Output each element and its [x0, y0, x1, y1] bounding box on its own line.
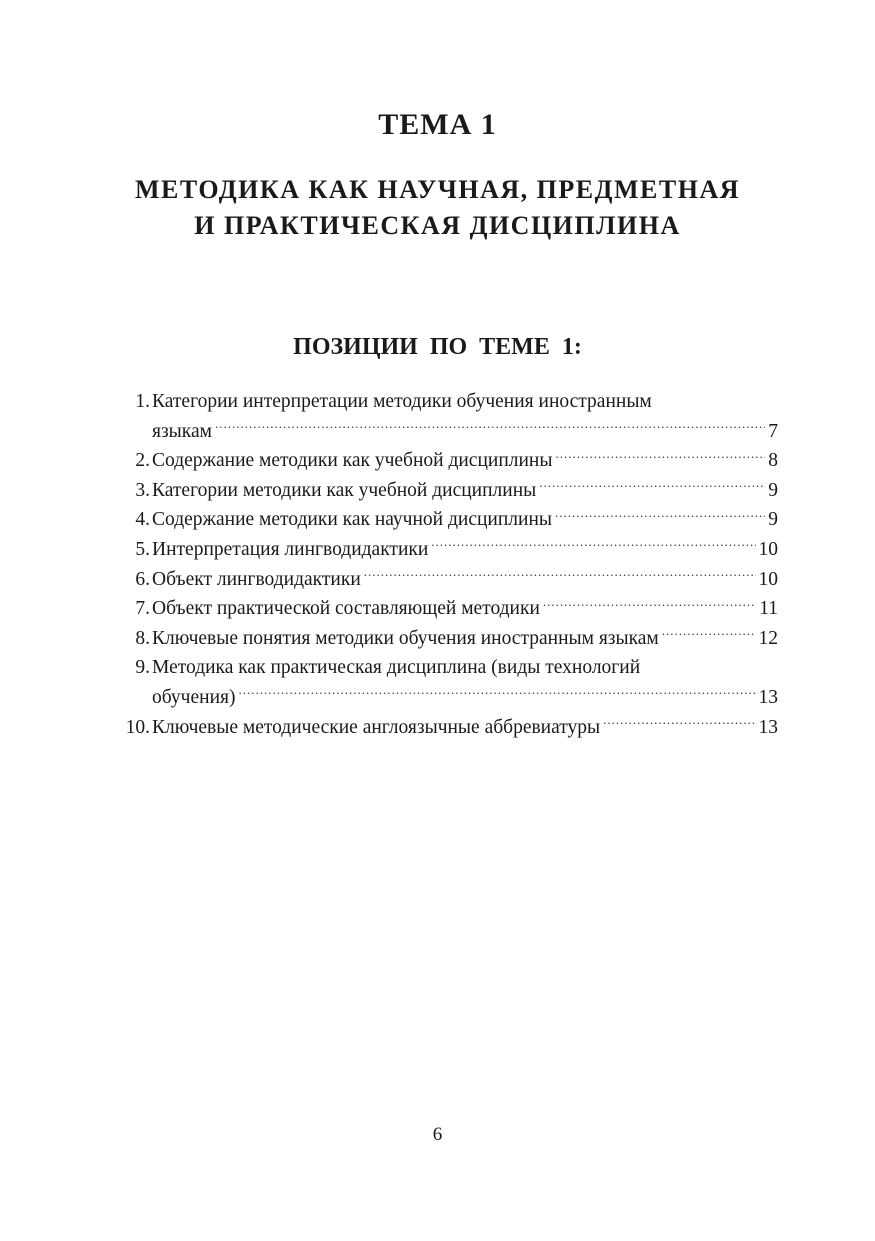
toc-item-body: [152, 535, 778, 565]
toc-item-page: 10: [758, 568, 778, 590]
dot-leader: [364, 565, 756, 585]
toc-item-body: [152, 387, 778, 446]
toc-item-number: 6.: [135, 568, 150, 590]
toc-item-number: 8.: [135, 627, 150, 649]
dot-leader: [662, 624, 756, 644]
toc-item-body: [152, 476, 778, 506]
topic-title: [0, 172, 875, 244]
toc-item-number: 5.: [135, 538, 150, 560]
toc-item-line: [152, 594, 778, 624]
topic-title-line-1: МЕТОДИКА КАК НАУЧНАЯ, ПРЕДМЕТНАЯ: [134, 175, 741, 204]
toc-item-text: Категории методики как учебной дисциплины: [152, 479, 537, 501]
toc-item-number: 10.: [125, 716, 150, 738]
toc-item-line: [152, 653, 778, 683]
toc-item-text: Содержание методики как учебной дисциплины: [152, 450, 553, 472]
toc-item-body: [152, 565, 778, 595]
toc-item-number: 1.: [135, 391, 150, 412]
toc-item-page: 13: [758, 686, 778, 708]
toc-item[interactable]: [116, 594, 778, 624]
page-number: 6: [432, 1124, 443, 1145]
toc-item-number: 7.: [135, 598, 150, 620]
toc-item-text: Содержание методики как научной дисциплины: [152, 509, 552, 531]
toc-item-page: 9: [768, 509, 778, 531]
toc-item-line: [152, 713, 778, 743]
toc-item-line: [152, 505, 778, 535]
topic-label: ТЕМА 1: [378, 108, 497, 141]
toc-item-page: 13: [758, 716, 778, 738]
toc-item-line: [152, 417, 778, 447]
toc-item-text: Объект практической составляющей методики: [152, 598, 540, 620]
toc-item[interactable]: [116, 653, 778, 712]
toc-item-number: 2.: [135, 450, 150, 472]
toc-item[interactable]: [116, 505, 778, 535]
toc-item-number: 3.: [135, 479, 150, 501]
toc-item-body: [152, 594, 778, 624]
toc-item[interactable]: [116, 713, 778, 743]
toc-item-line: [152, 476, 778, 506]
toc-item-line: [152, 565, 778, 595]
toc-item-text: Ключевые понятия методики обучения иностранным языкам: [152, 627, 659, 649]
toc-item-body: [152, 624, 778, 654]
toc-item-body: [152, 653, 778, 712]
toc-item-body: [152, 713, 778, 743]
toc-item[interactable]: [116, 446, 778, 476]
toc-item-text: языкам: [152, 420, 212, 442]
toc-item-line: [152, 624, 778, 654]
toc-item[interactable]: [116, 476, 778, 506]
toc-item-text: Интерпретация лингводидактики: [152, 538, 429, 560]
toc-item-page: 8: [768, 450, 778, 472]
dot-leader: [539, 476, 765, 496]
dot-leader: [543, 595, 756, 615]
table-of-contents: [116, 387, 778, 742]
toc-item-body: [152, 446, 778, 476]
toc-item-line: [152, 535, 778, 565]
toc-item-body: [152, 505, 778, 535]
toc-item-number: 9.: [135, 657, 150, 679]
dot-leader: [238, 683, 755, 703]
toc-item-page: 7: [768, 420, 778, 442]
dot-leader: [431, 535, 755, 555]
positions-heading: ПОЗИЦИИ ПО ТЕМЕ 1:: [293, 334, 582, 360]
dot-leader: [555, 506, 765, 526]
toc-item[interactable]: [116, 535, 778, 565]
dot-leader: [603, 713, 755, 733]
toc-item-page: 12: [758, 627, 778, 649]
toc-item[interactable]: [116, 565, 778, 595]
topic-title-line-2: И ПРАКТИЧЕСКАЯ ДИСЦИПЛИНА: [194, 211, 681, 240]
toc-item-text-first-line: Методика как практическая дисциплина (виды технологий: [152, 657, 641, 679]
toc-item-line: [152, 683, 778, 713]
dot-leader: [215, 417, 765, 437]
toc-item[interactable]: [116, 387, 778, 446]
dot-leader: [555, 447, 765, 467]
toc-item-page: 11: [759, 598, 778, 620]
toc-item-text: Объект лингводидактики: [152, 568, 361, 590]
toc-item-text: Ключевые методические англоязычные аббревиатуры: [152, 716, 601, 738]
toc-item-page: 9: [768, 479, 778, 501]
toc-item-text: обучения): [152, 686, 236, 708]
toc-item[interactable]: [116, 624, 778, 654]
toc-item-line: [152, 446, 778, 476]
toc-item-number: 4.: [135, 509, 150, 531]
toc-item-page: 10: [758, 538, 778, 560]
toc-item-line: [152, 387, 778, 417]
toc-item-text-first-line: Категории интерпретации методики обучения иностранным: [152, 391, 652, 412]
